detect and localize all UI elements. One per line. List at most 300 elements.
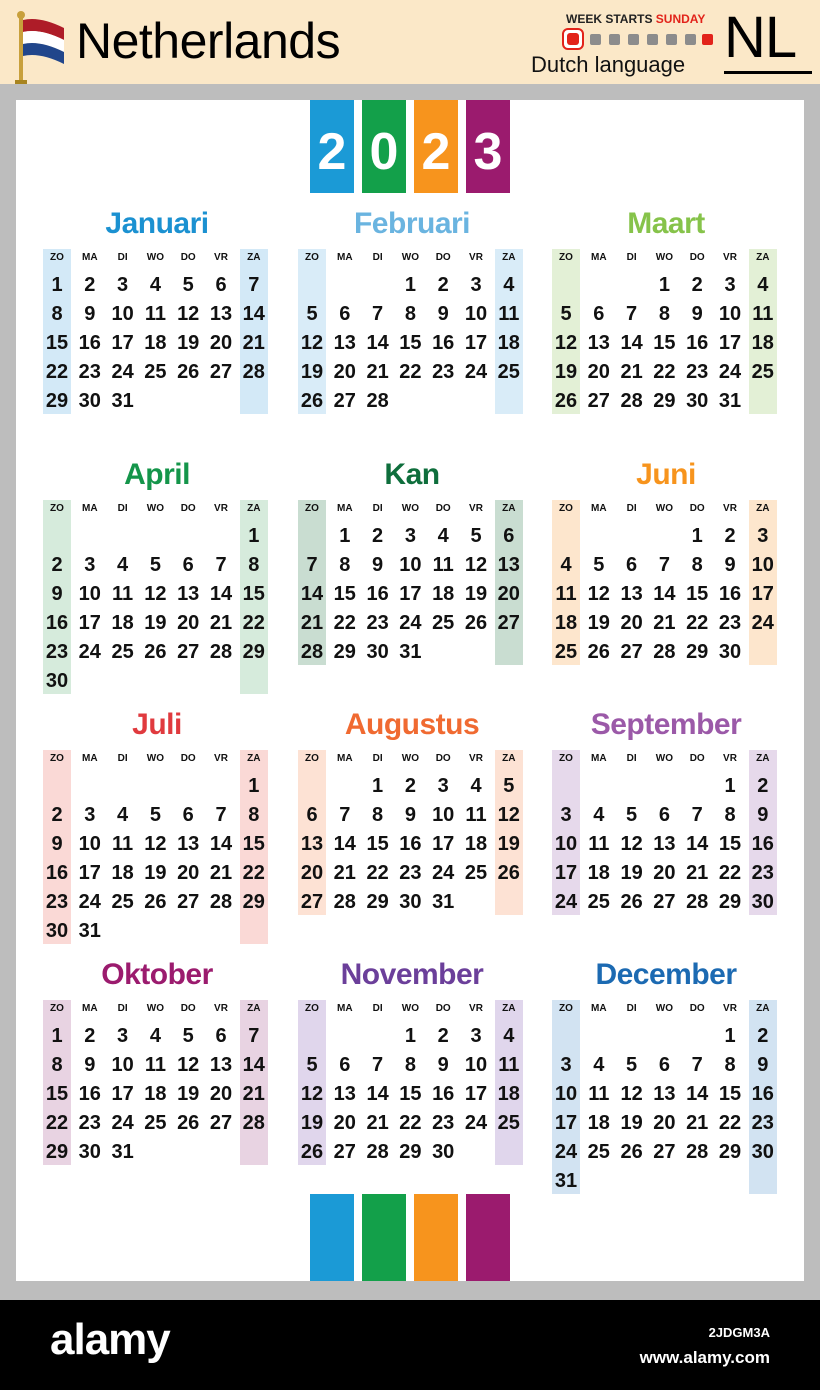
day-cell: 24 — [751, 612, 774, 634]
day-cell: 6 — [182, 554, 194, 576]
weekday-header: ZA — [502, 252, 516, 263]
day-cell: 31 — [718, 390, 742, 412]
day-cell: 12 — [177, 1054, 200, 1076]
day-cell: 19 — [144, 612, 167, 634]
day-cell: 25 — [554, 641, 578, 663]
day-cell: 29 — [242, 641, 265, 663]
day-cell: 14 — [620, 332, 643, 354]
day-cell: 3 — [117, 1025, 129, 1047]
day-cell: 6 — [306, 804, 318, 826]
weekday-header: DI — [626, 753, 637, 764]
day-cell: 8 — [248, 804, 260, 826]
day-cell: 1 — [372, 775, 384, 797]
weekday-header: MA — [337, 1003, 353, 1014]
day-cell: 23 — [751, 862, 774, 884]
day-cell: 15 — [242, 833, 265, 855]
day-cell: 8 — [724, 1054, 736, 1076]
week-start-prefix: WEEK STARTS — [566, 12, 656, 26]
day-cell: 21 — [620, 361, 643, 383]
day-cell: 28 — [209, 641, 233, 663]
day-cell: 1 — [248, 525, 260, 547]
month-januari — [41, 205, 273, 435]
day-cell: 6 — [626, 554, 638, 576]
day-cell: 8 — [691, 554, 703, 576]
day-cell: 9 — [691, 303, 703, 325]
day-cell: 29 — [686, 641, 709, 663]
weekday-header: DO — [435, 753, 451, 764]
day-cell: 25 — [144, 361, 167, 383]
weekday-header: MA — [591, 1003, 607, 1014]
day-cell: 17 — [464, 1083, 488, 1105]
day-cell: 24 — [399, 612, 422, 634]
weekday-header: ZO — [559, 753, 573, 764]
day-cell: 22 — [686, 612, 709, 634]
day-cell: 24 — [432, 862, 455, 884]
day-cell: 1 — [51, 1025, 63, 1047]
day-cell: 2 — [757, 775, 769, 797]
day-cell: 10 — [111, 1054, 134, 1076]
year-digit-block — [414, 100, 458, 193]
day-cell: 14 — [242, 1054, 265, 1076]
day-cell: 20 — [497, 583, 520, 605]
weekday-header: DO — [180, 503, 196, 514]
day-cell: 18 — [587, 862, 610, 884]
day-cell: 22 — [399, 361, 422, 383]
day-cell: 2 — [691, 274, 703, 296]
month-name: September — [590, 708, 742, 741]
weekday-header: DO — [435, 252, 451, 263]
day-cell: 9 — [51, 583, 63, 605]
day-cell: 17 — [554, 1112, 578, 1134]
day-cell: 7 — [306, 554, 318, 576]
day-cell: 2 — [84, 1025, 96, 1047]
day-cell: 20 — [653, 1112, 676, 1134]
day-cell: 19 — [144, 862, 167, 884]
day-cell: 22 — [45, 1112, 69, 1134]
day-cell: 21 — [209, 862, 233, 884]
day-cell: 14 — [242, 303, 265, 325]
day-cell: 20 — [587, 361, 610, 383]
day-cell: 4 — [593, 1054, 605, 1076]
day-cell: 22 — [366, 862, 389, 884]
weekday-header: ZA — [502, 1003, 516, 1014]
weekday-header: MA — [591, 252, 607, 263]
day-cell: 16 — [78, 1083, 101, 1105]
year-digit: 3 — [473, 123, 503, 181]
day-cell: 13 — [497, 554, 520, 576]
day-cell: 31 — [432, 891, 455, 913]
day-cell: 10 — [751, 554, 774, 576]
day-cell: 4 — [560, 554, 572, 576]
weekday-header: DO — [180, 252, 196, 263]
day-cell: 21 — [653, 612, 676, 634]
day-cell: 4 — [470, 775, 482, 797]
weekday-header: DO — [435, 503, 451, 514]
day-cell: 8 — [339, 554, 351, 576]
day-cell: 15 — [399, 1083, 422, 1105]
day-cell: 6 — [215, 274, 227, 296]
day-cell: 9 — [372, 554, 384, 576]
country-title: Netherlands — [76, 13, 341, 69]
day-cell: 12 — [620, 833, 643, 855]
day-cell: 5 — [306, 303, 318, 325]
day-cell: 11 — [588, 833, 610, 855]
language-label: Dutch language — [531, 52, 686, 77]
month-name: November — [340, 958, 484, 991]
weekday-header: DO — [180, 753, 196, 764]
day-cell: 12 — [554, 332, 578, 354]
day-cell: 19 — [620, 1112, 643, 1134]
day-cell: 14 — [300, 583, 324, 605]
month-november — [296, 956, 528, 1186]
day-cell: 7 — [691, 804, 703, 826]
month-name: April — [124, 458, 190, 491]
day-cell: 4 — [117, 804, 129, 826]
day-cell: 2 — [437, 274, 449, 296]
day-cell: 25 — [497, 361, 520, 383]
day-cell: 9 — [757, 1054, 769, 1076]
day-cell: 26 — [587, 641, 610, 663]
day-cell: 26 — [144, 641, 167, 663]
day-cell: 25 — [111, 641, 134, 663]
day-cell: 13 — [209, 303, 233, 325]
weekday-header: WO — [401, 1003, 419, 1014]
day-cell: 12 — [464, 554, 488, 576]
day-cell: 21 — [333, 862, 356, 884]
bottom-color-block — [466, 1194, 510, 1281]
day-cell: 17 — [78, 612, 101, 634]
weekday-header: VR — [469, 503, 483, 514]
day-cell: 3 — [117, 274, 129, 296]
day-cell: 16 — [432, 1083, 455, 1105]
day-cell: 29 — [45, 390, 69, 412]
day-cell: 12 — [177, 303, 200, 325]
day-cell: 15 — [686, 583, 709, 605]
weekday-header: ZO — [305, 1003, 319, 1014]
day-cell: 28 — [242, 1112, 265, 1134]
weekday-header: VR — [214, 753, 228, 764]
weekday-header: ZA — [247, 252, 261, 263]
day-cell: 12 — [144, 833, 167, 855]
day-cell: 31 — [78, 920, 101, 942]
day-cell: 20 — [333, 1112, 356, 1134]
month-name: Februari — [353, 207, 471, 240]
day-cell: 16 — [45, 862, 69, 884]
day-cell: 24 — [111, 1112, 134, 1134]
day-cell: 7 — [215, 804, 227, 826]
week-start-indicator-icon — [562, 28, 714, 50]
day-cell: 27 — [300, 891, 324, 913]
day-cell: 11 — [465, 804, 487, 826]
day-cell: 20 — [209, 1083, 233, 1105]
day-cell: 13 — [209, 1054, 233, 1076]
weekday-header: DO — [180, 1003, 196, 1014]
year-digit: 0 — [369, 123, 399, 181]
day-cell: 19 — [464, 583, 488, 605]
day-cell: 19 — [300, 1112, 324, 1134]
day-cell: 17 — [399, 583, 422, 605]
day-cell: 9 — [757, 804, 769, 826]
day-cell: 2 — [404, 775, 416, 797]
day-cell: 4 — [149, 274, 161, 296]
day-cell: 21 — [300, 612, 324, 634]
day-cell: 7 — [626, 303, 638, 325]
day-cell: 31 — [399, 641, 422, 663]
month-april — [41, 456, 273, 692]
day-cell: 2 — [724, 525, 736, 547]
day-cell: 3 — [84, 554, 96, 576]
weekday-header: WO — [401, 753, 419, 764]
day-cell: 11 — [144, 303, 166, 325]
day-cell: 21 — [242, 332, 265, 354]
month-september — [550, 706, 782, 936]
day-cell: 5 — [470, 525, 482, 547]
day-cell: 20 — [620, 612, 643, 634]
day-cell: 11 — [555, 583, 577, 605]
day-cell: 19 — [497, 833, 520, 855]
weekday-header: VR — [469, 753, 483, 764]
day-cell: 25 — [464, 862, 488, 884]
day-cell: 24 — [554, 891, 578, 913]
day-cell: 2 — [51, 554, 63, 576]
day-cell: 1 — [724, 775, 736, 797]
weekday-header: WO — [401, 252, 419, 263]
weekday-header: MA — [82, 1003, 98, 1014]
month-oktober — [41, 956, 273, 1186]
year-digit-block — [362, 100, 406, 193]
day-cell: 30 — [751, 891, 774, 913]
day-cell: 9 — [437, 303, 449, 325]
day-cell: 24 — [554, 1141, 578, 1163]
day-cell: 15 — [242, 583, 265, 605]
day-cell: 16 — [432, 332, 455, 354]
day-cell: 22 — [399, 1112, 422, 1134]
weekday-header: DO — [689, 1003, 705, 1014]
day-cell: 16 — [686, 332, 709, 354]
day-cell: 4 — [593, 804, 605, 826]
weekday-header: WO — [146, 753, 164, 764]
weekday-header: MA — [337, 503, 353, 514]
day-cell: 13 — [620, 583, 643, 605]
day-cell: 20 — [177, 612, 200, 634]
week-start-day: SUNDAY — [655, 12, 706, 26]
day-cell: 2 — [437, 1025, 449, 1047]
day-cell: 23 — [78, 361, 101, 383]
day-cell: 5 — [149, 554, 161, 576]
day-cell: 24 — [718, 361, 742, 383]
weekday-header: VR — [723, 252, 737, 263]
weekday-header: ZA — [502, 753, 516, 764]
netherlands-flag-icon — [14, 10, 66, 86]
day-cell: 1 — [404, 1025, 416, 1047]
day-cell: 25 — [587, 891, 610, 913]
day-cell: 27 — [177, 641, 200, 663]
day-cell: 23 — [751, 1112, 774, 1134]
day-cell: 29 — [333, 641, 356, 663]
weekday-header: ZO — [50, 1003, 64, 1014]
day-cell: 18 — [144, 332, 167, 354]
day-cell: 6 — [182, 804, 194, 826]
day-cell: 21 — [209, 612, 233, 634]
weekday-header: VR — [469, 1003, 483, 1014]
weekday-header: VR — [214, 252, 228, 263]
day-cell: 10 — [464, 303, 488, 325]
day-cell: 26 — [144, 891, 167, 913]
day-cell: 24 — [111, 361, 134, 383]
day-cell: 13 — [587, 332, 610, 354]
day-cell: 25 — [144, 1112, 167, 1134]
day-cell: 10 — [399, 554, 422, 576]
month-name: Maart — [627, 207, 705, 240]
day-cell: 23 — [78, 1112, 101, 1134]
day-cell: 11 — [498, 1054, 520, 1076]
day-cell: 5 — [306, 1054, 318, 1076]
month-december — [550, 956, 782, 1192]
watermark-image-id: 2JDGM3A — [708, 1325, 770, 1340]
day-cell: 20 — [209, 332, 233, 354]
weekday-header: DI — [626, 252, 637, 263]
day-cell: 18 — [587, 1112, 610, 1134]
day-cell: 2 — [372, 525, 384, 547]
month-name: December — [595, 958, 737, 991]
weekday-header: WO — [401, 503, 419, 514]
day-cell: 28 — [686, 891, 709, 913]
day-cell: 22 — [45, 361, 69, 383]
weekday-header: MA — [82, 503, 98, 514]
day-cell: 6 — [658, 804, 670, 826]
day-cell: 27 — [209, 361, 233, 383]
day-cell: 17 — [554, 862, 578, 884]
day-cell: 11 — [752, 303, 774, 325]
day-cell: 22 — [242, 862, 265, 884]
day-cell: 22 — [333, 612, 356, 634]
weekday-header: ZA — [756, 503, 770, 514]
day-cell: 9 — [84, 1054, 96, 1076]
day-cell: 17 — [432, 833, 455, 855]
weekday-header: WO — [655, 503, 673, 514]
day-cell: 11 — [588, 1083, 610, 1105]
day-cell: 14 — [653, 583, 676, 605]
day-cell: 16 — [366, 583, 389, 605]
day-cell: 30 — [366, 641, 389, 663]
day-cell: 26 — [620, 891, 643, 913]
day-cell: 15 — [333, 583, 356, 605]
day-cell: 15 — [718, 833, 742, 855]
day-cell: 4 — [117, 554, 129, 576]
day-cell: 27 — [177, 891, 200, 913]
day-cell: 18 — [111, 612, 134, 634]
day-cell: 18 — [432, 583, 455, 605]
day-cell: 7 — [372, 1054, 384, 1076]
day-cell: 1 — [724, 1025, 736, 1047]
day-cell: 10 — [78, 833, 101, 855]
day-cell: 6 — [339, 303, 351, 325]
day-cell: 30 — [45, 670, 69, 692]
day-cell: 13 — [177, 583, 200, 605]
day-cell: 23 — [399, 862, 422, 884]
weekday-header: DO — [689, 503, 705, 514]
weekday-header: WO — [146, 1003, 164, 1014]
day-cell: 29 — [399, 1141, 422, 1163]
weekday-header: ZA — [247, 1003, 261, 1014]
weekday-header: WO — [655, 753, 673, 764]
day-cell: 26 — [464, 612, 488, 634]
day-cell: 28 — [366, 390, 389, 412]
weekday-header: ZO — [50, 252, 64, 263]
day-cell: 30 — [399, 891, 422, 913]
bottom-color-block — [310, 1194, 354, 1281]
day-cell: 14 — [366, 332, 389, 354]
weekday-header: ZO — [559, 503, 573, 514]
weekday-header: ZO — [559, 252, 573, 263]
day-cell: 19 — [554, 361, 578, 383]
day-cell: 31 — [111, 1141, 134, 1163]
day-cell: 15 — [718, 1083, 742, 1105]
day-cell: 4 — [437, 525, 449, 547]
weekday-header: ZO — [305, 753, 319, 764]
day-cell: 6 — [503, 525, 515, 547]
day-cell: 5 — [626, 804, 638, 826]
day-cell: 3 — [84, 804, 96, 826]
day-cell: 17 — [111, 1083, 134, 1105]
month-name: Januari — [105, 207, 209, 240]
day-cell: 9 — [51, 833, 63, 855]
day-cell: 5 — [149, 804, 161, 826]
day-cell: 25 — [751, 361, 774, 383]
day-cell: 17 — [751, 583, 774, 605]
day-cell: 28 — [366, 1141, 389, 1163]
day-cell: 11 — [498, 303, 520, 325]
day-cell: 21 — [366, 1112, 389, 1134]
day-cell: 26 — [177, 361, 200, 383]
day-cell: 30 — [78, 390, 101, 412]
day-cell: 29 — [366, 891, 389, 913]
day-cell: 15 — [653, 332, 676, 354]
day-cell: 6 — [215, 1025, 227, 1047]
day-cell: 8 — [51, 1054, 63, 1076]
day-cell: 30 — [686, 390, 709, 412]
weekday-header: DI — [372, 252, 383, 263]
day-cell: 16 — [718, 583, 742, 605]
day-cell: 20 — [300, 862, 324, 884]
year-digit: 2 — [317, 123, 347, 181]
weekday-header: WO — [146, 252, 164, 263]
day-cell: 19 — [177, 1083, 200, 1105]
day-cell: 15 — [399, 332, 422, 354]
day-cell: 17 — [718, 332, 742, 354]
day-cell: 17 — [464, 332, 488, 354]
month-juli — [41, 706, 273, 942]
day-cell: 9 — [84, 303, 96, 325]
month-juni — [550, 456, 782, 686]
weekday-header: DO — [435, 1003, 451, 1014]
weekday-header: DI — [372, 503, 383, 514]
day-cell: 6 — [658, 1054, 670, 1076]
day-cell: 31 — [554, 1170, 578, 1192]
day-cell: 23 — [432, 361, 455, 383]
weekday-header: DI — [117, 1003, 128, 1014]
day-cell: 24 — [464, 1112, 488, 1134]
month-name: Juni — [636, 458, 696, 491]
day-cell: 7 — [248, 1025, 260, 1047]
day-cell: 28 — [300, 641, 324, 663]
weekday-header: MA — [591, 753, 607, 764]
header-bar — [0, 0, 820, 84]
day-cell: 14 — [333, 833, 356, 855]
day-cell: 13 — [300, 833, 324, 855]
weekday-header: MA — [337, 753, 353, 764]
day-cell: 11 — [144, 1054, 166, 1076]
